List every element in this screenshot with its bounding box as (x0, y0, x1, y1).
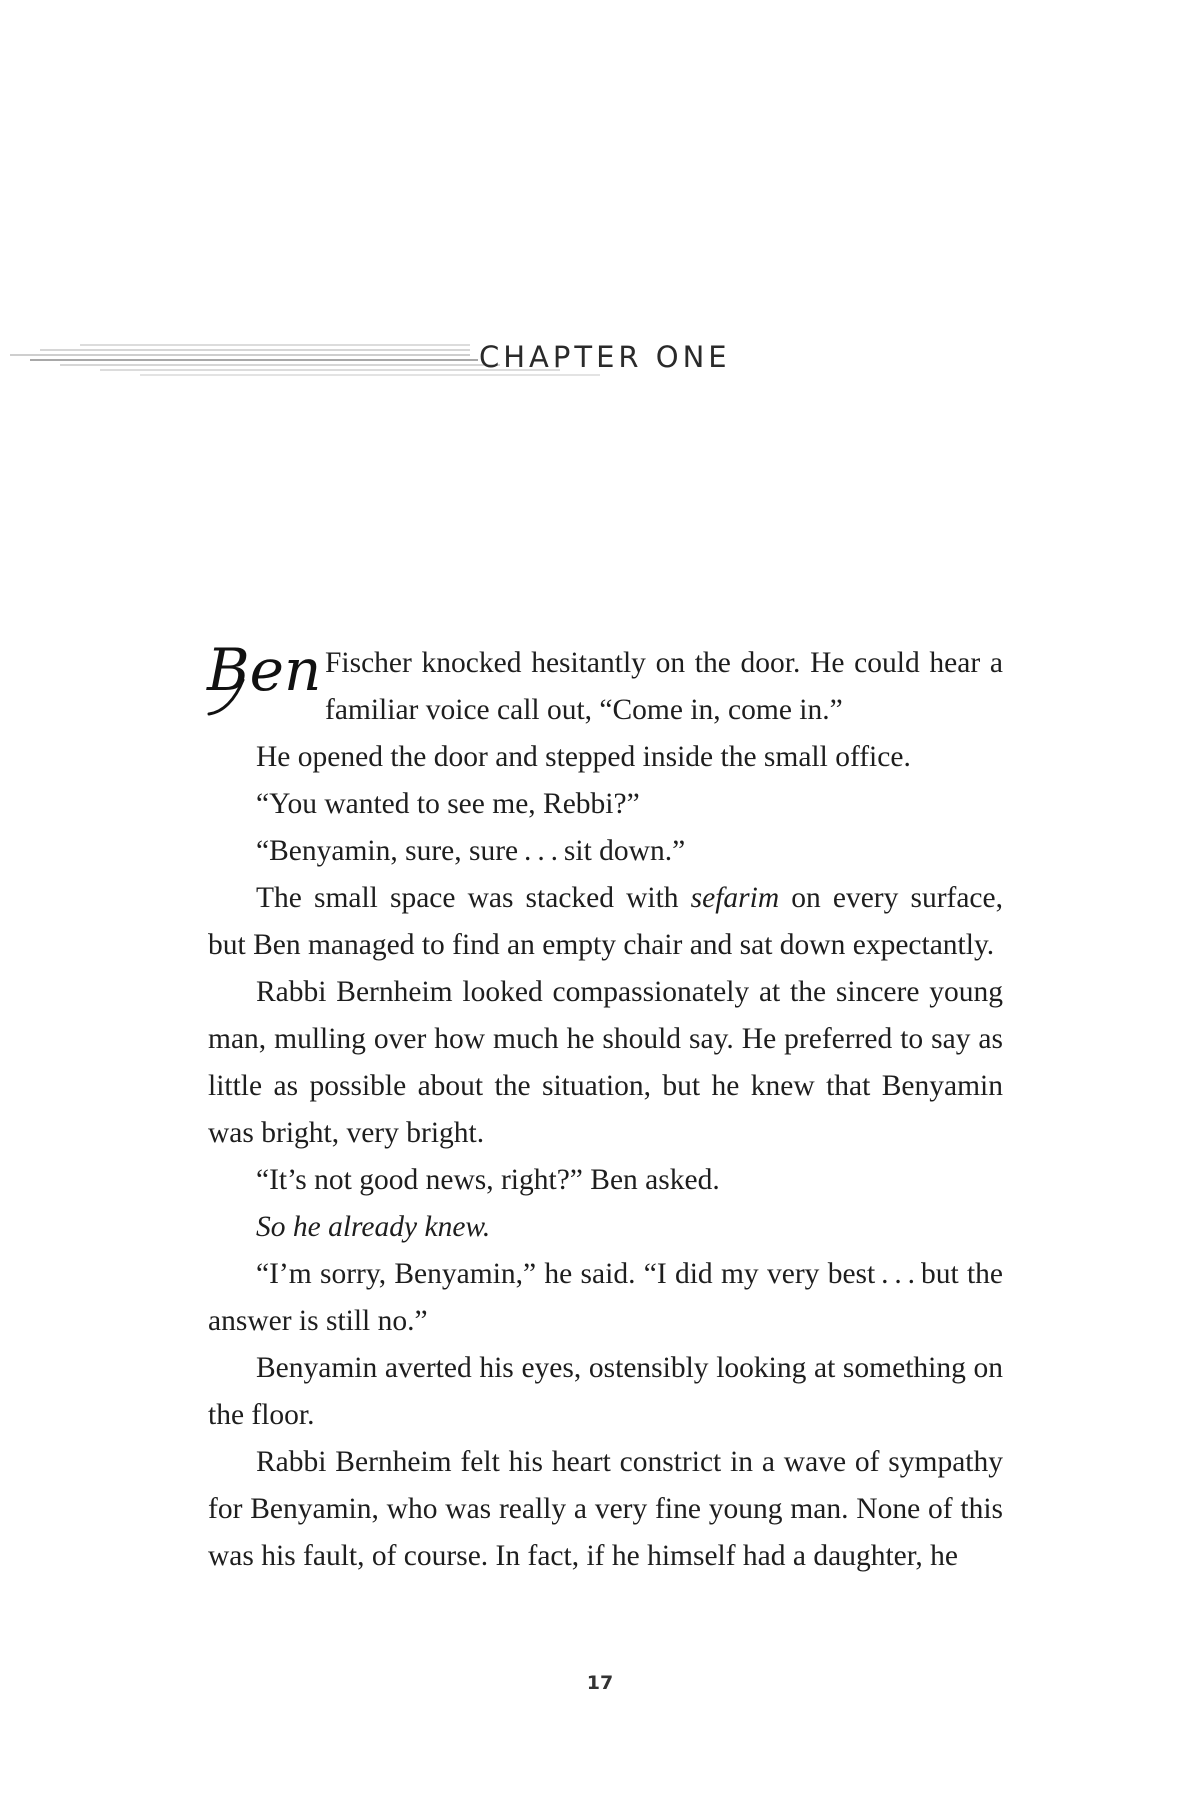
chapter-body (208, 640, 1003, 1580)
paragraph-text: Rabbi Bernheim felt his heart constrict in a wave of sympathy for Benyamin, who was really a very fine young man. None of this was his fault, of course. In fact, if he himself had a daughter, he (208, 1446, 1003, 1572)
paragraph-text: Rabbi Bernheim looked compassionately at the sincere young man, mulling over how much he should say. He preferred to say as little as possible about the situation, but he knew that Benyamin was bright, very bright. (208, 976, 1003, 1149)
paragraph (208, 734, 1003, 781)
page-number: 17 (586, 1672, 614, 1694)
opening-paragraph (208, 640, 1003, 734)
paragraph (208, 1251, 1003, 1345)
script-initial-text: Ben (207, 640, 322, 704)
paragraph-text: He opened the door and stepped inside the small office. (256, 741, 911, 773)
paragraph (208, 781, 1003, 828)
paragraph (208, 1439, 1003, 1580)
italic-term: sefarim (690, 882, 780, 914)
chapter-heading (0, 330, 1200, 390)
paragraph-text: “You wanted to see me, Rebbi?” (256, 788, 640, 820)
paragraph-text: “It’s not good news, right?” Ben asked. (256, 1164, 720, 1196)
paragraph-text: The small space was stacked with (256, 882, 691, 914)
script-initial-word (203, 640, 323, 718)
paragraph (208, 1345, 1003, 1439)
chapter-title: CHAPTER ONE (479, 340, 731, 374)
paragraph (208, 1204, 1003, 1251)
paragraph (208, 828, 1003, 875)
paragraph (208, 1157, 1003, 1204)
paragraph (208, 875, 1003, 969)
paragraph (208, 969, 1003, 1157)
paragraph-text: “I’m sorry, Benyamin,” he said. “I did my very best . . . but the answer is still no.” (208, 1258, 1003, 1337)
italic-thought: So he already knew. (256, 1211, 491, 1243)
paragraph-text: Benyamin averted his eyes, ostensibly looking at something on the floor. (208, 1352, 1003, 1431)
paragraph-text: “Benyamin, sure, sure . . . sit down.” (256, 835, 686, 867)
paragraph-text: Fischer knocked hesitantly on the door. He could hear a familiar voice call out, “Come in, come in.” (325, 647, 1003, 726)
paragraph-text: on every surface, but Ben managed to find an empty chair and sat down expectantly. (208, 882, 1003, 961)
